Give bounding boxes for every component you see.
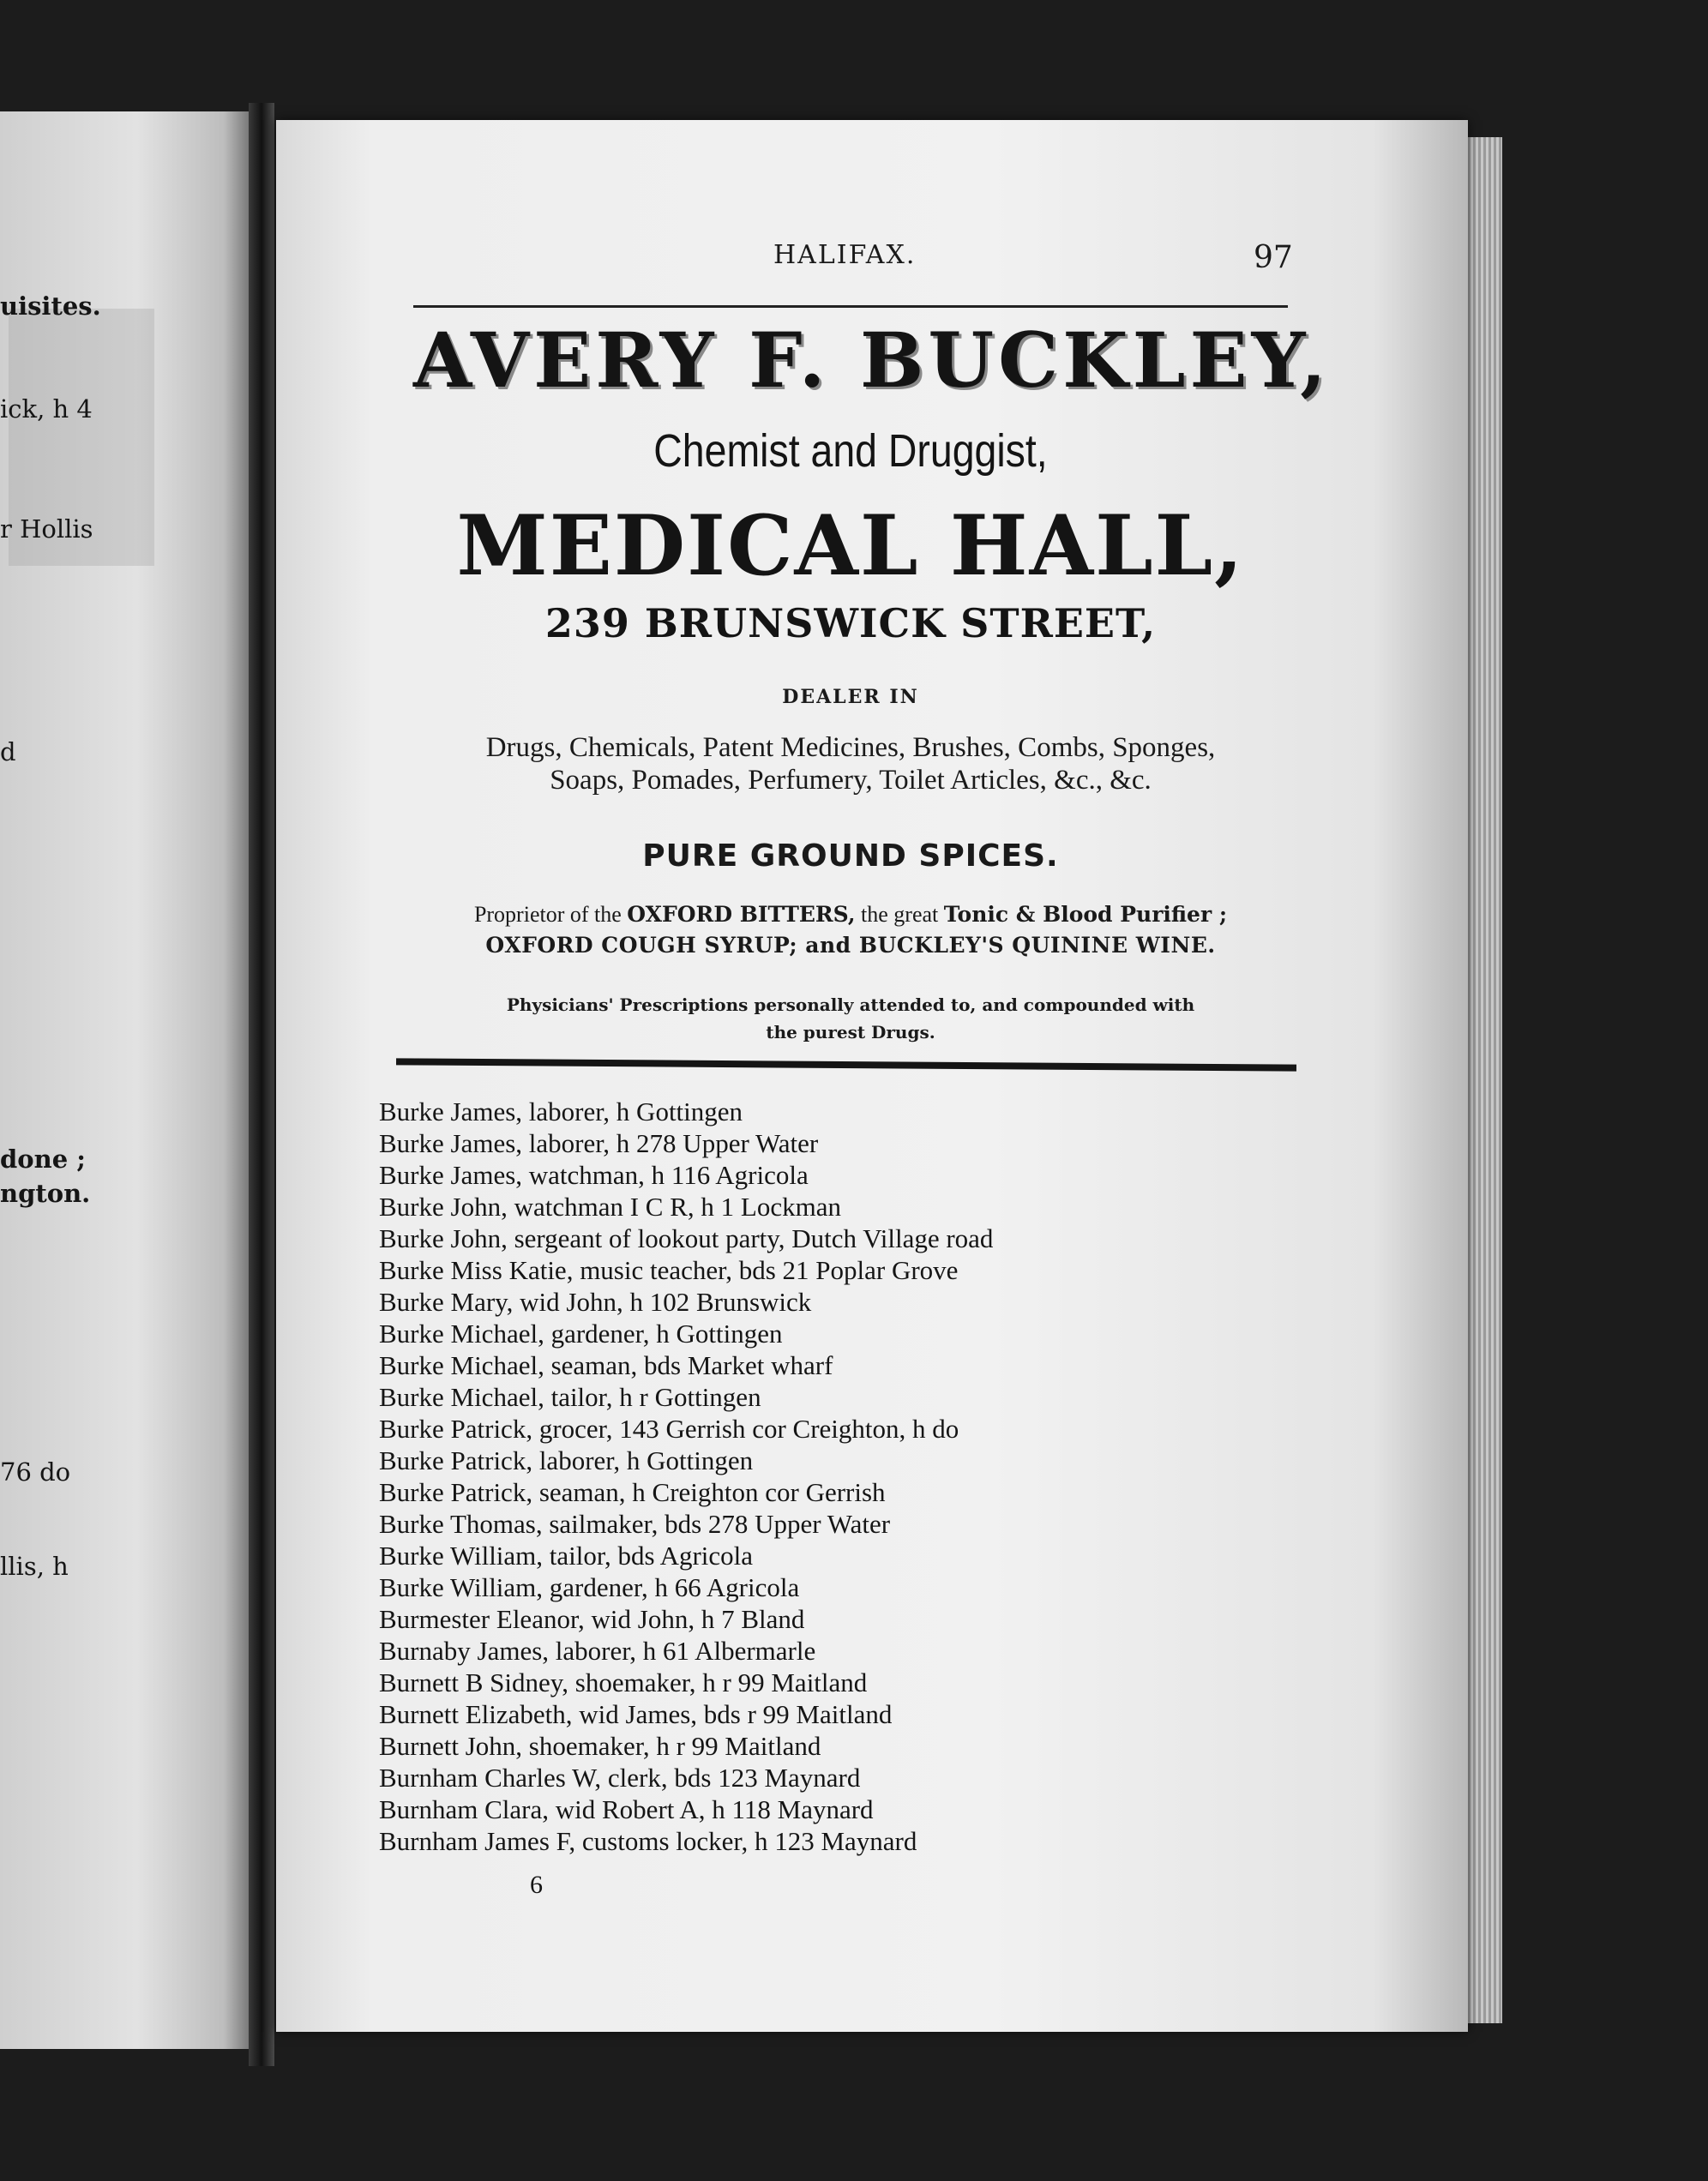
tonic-blood-purifier: Tonic & Blood Purifier ;: [943, 902, 1228, 927]
advertisement-rule: [396, 1058, 1296, 1071]
directory-entry: Burnham Clara, wid Robert A, h 118 Maynard: [379, 1794, 874, 1824]
directory-entry: Burke Patrick, grocer, 143 Gerrish cor Creighton, h do: [379, 1414, 959, 1444]
directory-entry: Burke William, gardener, h 66 Agricola: [379, 1572, 800, 1602]
directory-entry: Burke James, laborer, h 278 Upper Water: [379, 1128, 819, 1158]
business-name: MEDICAL HALL,: [456, 497, 1245, 594]
running-head: HALIFAX.: [773, 240, 917, 270]
advertiser-profession: Chemist and Druggist,: [653, 425, 1048, 477]
advertiser-name: AVERY F. BUCKLEY,: [413, 315, 1331, 405]
directory-entry: Burnett John, shoemaker, h r 99 Maitland: [379, 1731, 821, 1761]
left-fragment-4: d: [0, 737, 16, 766]
directory-entry: Burke Patrick, laborer, h Gottingen: [379, 1445, 754, 1475]
left-fragment-6: ngton.: [0, 1179, 91, 1208]
goods-line-1: Drugs, Chemicals, Patent Medicines, Brushes, Combs, Sponges,: [485, 732, 1216, 763]
prescriptions-line-2: the purest Drugs.: [766, 1022, 935, 1042]
directory-entry: Burke James, watchman, h 116 Agricola: [379, 1160, 809, 1190]
spices-line: PURE GROUND SPICES.: [642, 838, 1059, 874]
proprietor-mid: the great: [861, 902, 939, 927]
directory-entry: Burke Thomas, sailmaker, bds 278 Upper Water: [379, 1509, 891, 1539]
directory-entry: Burke Patrick, seaman, h Creighton cor Gerrish: [379, 1477, 886, 1507]
directory-entry: Burnett Elizabeth, wid James, bds r 99 Maitland: [379, 1699, 893, 1729]
header-rule: [413, 305, 1288, 308]
directory-page: [276, 120, 1468, 2032]
directory-entry: Burnaby James, laborer, h 61 Albermarle: [379, 1636, 816, 1666]
proprietor-prefix: Proprietor of the: [473, 902, 622, 927]
previous-page-fragment: [0, 111, 249, 2049]
directory-entry: Burke John, watchman I C R, h 1 Lockman: [379, 1192, 841, 1222]
goods-line-2: Soaps, Pomades, Perfumery, Toilet Articles, &c., &c.: [550, 765, 1152, 796]
directory-entry: Burnham James F, customs locker, h 123 Maynard: [379, 1826, 917, 1856]
directory-entry: Burnham Charles W, clerk, bds 123 Maynard: [379, 1763, 861, 1793]
signature-mark: 6: [530, 1871, 543, 1899]
left-fragment-8: llis, h: [0, 1552, 69, 1581]
directory-entry: Burmester Eleanor, wid John, h 7 Bland: [379, 1604, 805, 1634]
proprietor-line-1: [413, 902, 1288, 928]
directory-entry: Burke Miss Katie, music teacher, bds 21 Poplar Grove: [379, 1255, 959, 1285]
page-number: 97: [1254, 240, 1293, 275]
directory-entry: Burke Michael, tailor, h r Gottingen: [379, 1382, 761, 1412]
directory-entry: Burke William, tailor, bds Agricola: [379, 1541, 754, 1571]
left-fragment-5: done ;: [0, 1145, 86, 1174]
oxford-bitters: OXFORD BITTERS,: [627, 902, 856, 927]
directory-entries: [379, 1096, 1322, 1857]
book-gutter: [249, 103, 274, 2066]
business-address: 239 BRUNSWICK STREET,: [544, 600, 1157, 646]
directory-entry: Burke James, laborer, h Gottingen: [379, 1097, 743, 1127]
left-fragment-3: r Hollis: [0, 514, 93, 544]
left-fragment-7: 76 do: [0, 1457, 71, 1487]
page-edges: [1468, 137, 1502, 2023]
left-fragment-1: uisites.: [0, 291, 101, 321]
left-fragment-2: ick, h 4: [0, 394, 93, 424]
directory-entry: Burke Mary, wid John, h 102 Brunswick: [379, 1287, 812, 1317]
proprietor-line-2: OXFORD COUGH SYRUP; and BUCKLEY'S QUININE WINE.: [485, 933, 1216, 958]
prescriptions-line-1: Physicians' Prescriptions personally attended to, and compounded with: [506, 994, 1195, 1015]
directory-entry: Burnett B Sidney, shoemaker, h r 99 Maitland: [379, 1667, 868, 1697]
directory-entry: Burke John, sergeant of lookout party, Dutch Village road: [379, 1223, 994, 1253]
directory-entry: Burke Michael, gardener, h Gottingen: [379, 1319, 783, 1349]
directory-entry: Burke Michael, seaman, bds Market wharf: [379, 1350, 833, 1380]
dealer-in-label: DEALER IN: [782, 686, 919, 708]
